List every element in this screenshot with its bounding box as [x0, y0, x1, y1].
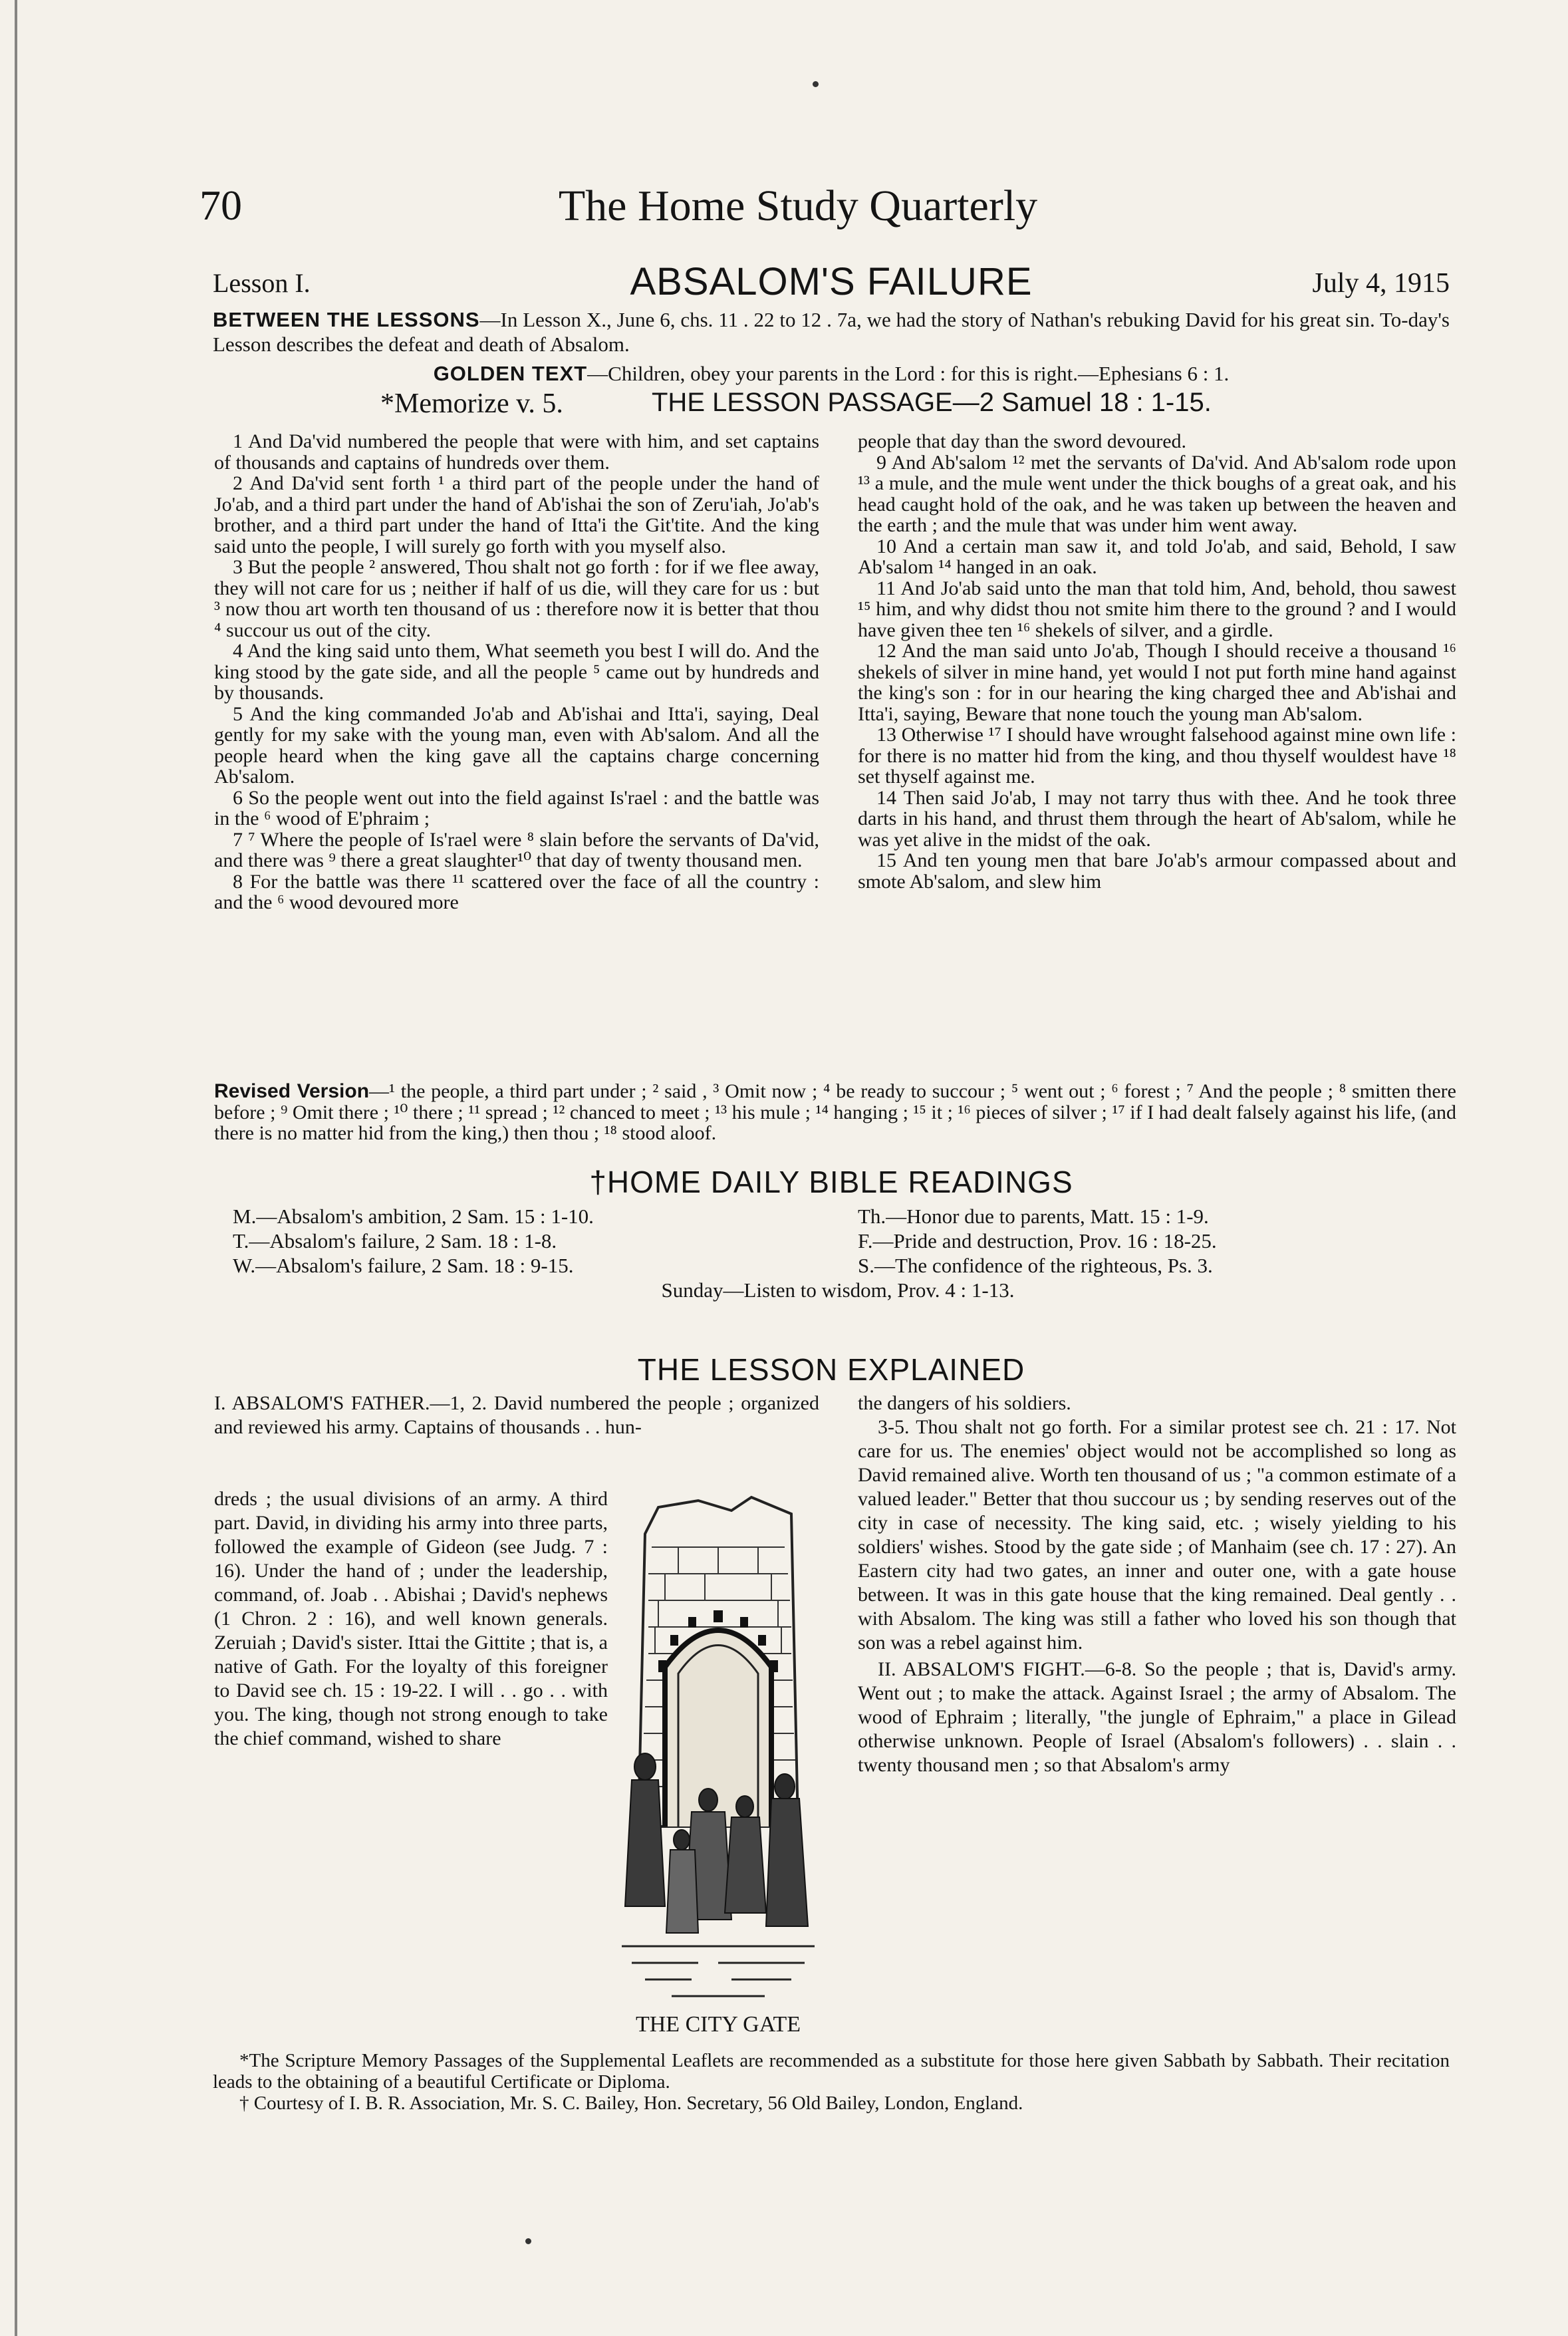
city-gate-drawing: [618, 1494, 818, 2006]
verse: 10 And a certain man saw it, and told Jo'ab, and said, Behold, I saw Ab'salom ¹⁴ hanged in an oak.: [858, 535, 1456, 578]
revised-label: Revised Version: [214, 1080, 370, 1102]
reading-item: M.—Absalom's ambition, 2 Sam. 15 : 1-10.: [233, 1205, 594, 1228]
passage-title: THE LESSON PASSAGE—2 Samuel 18 : 1-15.: [652, 388, 1212, 417]
scan-edge-rule: [15, 0, 17, 2336]
explained-paragraph: II. ABSALOM'S FIGHT.—6-8. So the people ; that is, David's army. Went out ; to make the attack. Against Israel ; the army of Absalom. The wood of Ephraim ; literally, "the jungle of Ephraim," a place in Gilead otherwise unknown. People of Israel (Absalom's followers) . . slain . . twenty thousand men ; so that Absalom's army: [858, 1658, 1456, 1776]
verse: 7 ⁷ Where the people of Is'rael were ⁸ slain before the servants of Da'vid, and there was ⁹ there a great slaughter¹⁰ that day of twenty thousand men.: [214, 828, 819, 871]
verse: 12 And the man said unto Jo'ab, Though I should receive a thousand ¹⁶ shekels of silver in mine hand, yet would I not put forth mine hand against the king's son : for in our hearing the king charged thee and Ab'ishai and Itta'i, saying, Beware that none touch the young man Ab'salom.: [858, 640, 1456, 725]
footnote-courtesy: † Courtesy of I. B. R. Association, Mr. S. C. Bailey, Hon. Secretary, 56 Old Bailey, London, England.: [239, 2093, 1023, 2114]
golden-text-body: —Children, obey your parents in the Lord : for this is right.—Ephesians 6 : 1.: [587, 362, 1230, 385]
between-text: —In Lesson X., June 6, chs. 11 . 22 to 12 . 7a, we had the story of Nathan's rebuking David for his great sin. To-day's Lesson describes the defeat and death of Absalom.: [213, 308, 1450, 356]
explained-left-column: [214, 1487, 608, 1751]
explained-paragraph: I. ABSALOM'S FATHER.—1, 2. David numbered the people ; organized and reviewed his army. Captains of thousands . . hun-: [214, 1392, 819, 1438]
verse: 5 And the king commanded Jo'ab and Ab'ishai and Itta'i, saying, Deal gently for my sake with the young man, even with Ab'salom. And all the people heard when the king gave all the captains charge concerning Ab'salom.: [214, 702, 819, 788]
reading-item: S.—The confidence of the righteous, Ps. 3.: [858, 1254, 1213, 1277]
verse: 2 And Da'vid sent forth ¹ a third part of the people under the hand of Jo'ab, and a third part under the hand of Ab'ishai the son of Zeru'iah, Jo'ab's brother, and a third part under the hand of Itta'i the Git'tite. And the king said unto the people, I will surely go forth with you myself also.: [214, 472, 819, 557]
golden-text: [213, 361, 1450, 386]
explained-paragraph: 3-5. Thou shalt not go forth. For a similar protest see ch. 21 : 17. Not care for us. The enemies' object would not be accomplished so long as David remained alive. Worth ten thousand of us ; "a common estimate of a valued leader." Better that thou succour us ; by sending reserves out of the city in case of necessity. The king said, etc. ; wisely yielding to his soldiers' wishes. Stood by the gate side ; of Manhaim (see ch. 17 : 27). An Eastern city had two gates, an inner and outer one, with a gate house between. It was in this gate house that the king remained. Deal gently . . with Absalom. The king was still a father who loved his son though that son was a rebel against him.: [858, 1416, 1456, 1654]
city-gate-illustration: [618, 1494, 818, 2006]
verse: 11 And Jo'ab said unto the man that told him, And, behold, thou sawest ¹⁵ him, and why didst thou not smite him there to the ground ? and I would have given thee ten ¹⁶ shekels of silver, and a girdle.: [858, 577, 1456, 641]
verse: 9 And Ab'salom ¹² met the servants of Da'vid. And Ab'salom rode upon ¹³ a mule, and the mule went under the thick boughs of a great oak, and his head caught hold of the oak, and he was taken up between the heaven and the earth ; and the mule that was under him went away.: [858, 451, 1456, 536]
footnote-memory: *The Scripture Memory Passages of the Supplemental Leaflets are recommended as a substitute for those here given Sabbath by Sabbath. Their recitation leads to the obtaining of a beautiful Certificate or Diploma.: [213, 2050, 1450, 2093]
reading-item: F.—Pride and destruction, Prov. 16 : 18-25.: [858, 1229, 1217, 1252]
page-number: 70: [199, 182, 242, 229]
verse: people that day than the sword devoured.: [858, 430, 1187, 452]
readings-title: †HOME DAILY BIBLE READINGS: [589, 1165, 1073, 1199]
passage-left-column: [214, 431, 819, 913]
lesson-title: ABSALOM'S FAILURE: [630, 260, 1033, 303]
journal-title: The Home Study Quarterly: [558, 182, 1038, 230]
golden-text-label: GOLDEN TEXT: [433, 362, 588, 385]
verse: 6 So the people went out into the field against Is'rael : and the battle was in the ⁶ wood of E'phraim ;: [214, 786, 819, 829]
explained-paragraph: the dangers of his soldiers.: [858, 1392, 1071, 1414]
between-label: BETWEEN THE LESSONS: [213, 308, 480, 331]
verse: 4 And the king said unto them, What seemeth you best I will do. And the king stood by the gate side, and all the people ⁵ came out by hundreds and by thousands.: [214, 640, 819, 704]
verse: 1 And Da'vid numbered the people that were with him, and set captains of thousands and captains of hundreds over them.: [214, 430, 819, 474]
scan-speck: [813, 81, 819, 87]
explained-right-column: [858, 1391, 1456, 1777]
footnotes: [213, 2050, 1450, 2114]
between-the-lessons: [213, 307, 1450, 357]
figure-caption: THE CITY GATE: [635, 2012, 801, 2037]
reading-sunday: Sunday—Listen to wisdom, Prov. 4 : 1-13.: [661, 1278, 1015, 1302]
passage-heading: [213, 388, 1450, 428]
verse: 15 And ten young men that bare Jo'ab's armour compassed about and smote Ab'salom, and slew him: [858, 849, 1456, 893]
page-header: [199, 181, 1396, 254]
verse: 13 Otherwise ¹⁷ I should have wrought falsehood against mine own life : for there is no matter hid from the king, and thou thyself wouldest have ¹⁸ set thyself against me.: [858, 724, 1456, 788]
reading-item: T.—Absalom's failure, 2 Sam. 18 : 1-8.: [233, 1229, 557, 1252]
revised-version: [214, 1081, 1456, 1144]
lesson-number: Lesson I.: [213, 268, 311, 298]
revised-text: —¹ the people, a third part under ; ² said , ³ Omit now ; ⁴ be ready to succour ; ⁵ went out ; ⁶ forest ; ⁷ And the people ; ⁸ smitten there before ; ⁹ Omit there ; ¹⁰ there ; ¹¹ spread ; ¹² chanced to meet ; ¹³ his mule ; ¹⁴ hanging ; ¹⁵ it ; ¹⁶ pieces of silver ; ¹⁷ if I had dealt falsely against his life, (and there is no matter hid from the king,) then thou ; ¹⁸ stood aloof.: [214, 1080, 1456, 1144]
memorize-note: *Memorize v. 5.: [380, 388, 563, 419]
verse: 14 Then said Jo'ab, I may not tarry thus with thee. And he took three darts in his hand, and thrust them through the heart of Ab'salom, while he was yet alive in the midst of the oak.: [858, 786, 1456, 851]
lesson-date: July 4, 1915: [1312, 268, 1450, 299]
lesson-heading: [213, 259, 1450, 306]
verse: 8 For the battle was there ¹¹ scattered over the face of all the country : and the ⁶ wood devoured more: [214, 870, 819, 913]
verse: 3 But the people ² answered, Thou shalt not go forth : for if we flee away, they will not care for us ; neither if half of us die, will they care for us : but ³ now thou art worth ten thousand of us : therefore now it is better that thou ⁴ succour us out of the city.: [214, 556, 819, 641]
reading-item: W.—Absalom's failure, 2 Sam. 18 : 9-15.: [233, 1254, 574, 1277]
explained-left-intro: [214, 1391, 819, 1439]
explained-title: THE LESSON EXPLAINED: [637, 1352, 1025, 1387]
reading-item: Th.—Honor due to parents, Matt. 15 : 1-9.: [858, 1205, 1209, 1228]
passage-right-column: [858, 431, 1456, 892]
scan-speck: [525, 2238, 531, 2244]
explained-paragraph: dreds ; the usual divisions of an army. A third part. David, in dividing his army into three parts, followed the example of Gideon (see Judg. 7 : 16). Under the hand of ; under the leadership, command, of. Joab . . Abishai ; David's nephews (1 Chron. 2 : 16), and well known generals. Zeruiah ; David's sister. Ittai the Gittite ; that is, a native of Gath. For the loyalty of this foreigner to David see ch. 15 : 19-22. I will . . go . . with you. The king, though not strong enough to take the chief command, wished to share: [214, 1488, 608, 1749]
